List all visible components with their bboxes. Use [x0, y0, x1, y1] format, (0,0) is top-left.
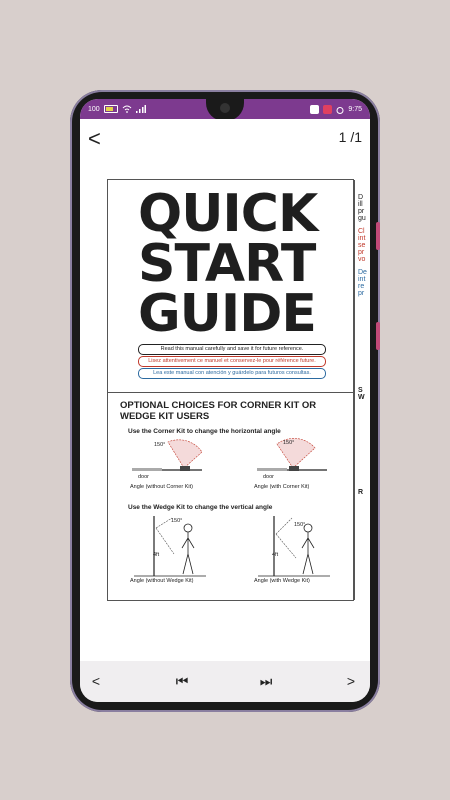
document-viewer[interactable] — [80, 159, 370, 661]
cut-text: pr — [358, 290, 365, 297]
prev-page-button[interactable]: < — [91, 673, 101, 689]
door-label-right: door — [263, 474, 275, 480]
wedge-angle-label-right: 150° — [294, 522, 306, 528]
guide-title-line-3: GUIDE — [138, 284, 316, 344]
cut-text: re — [358, 283, 365, 290]
cut-text: S — [358, 387, 363, 394]
wedge-angle-label-left: 150° — [171, 518, 183, 524]
back-button[interactable]: < — [88, 126, 101, 151]
battery-icon — [104, 105, 118, 113]
section-title: OPTIONAL CHOICES FOR CORNER KIT OR WEDGE KIT USERS — [120, 400, 317, 422]
guide-title-line-2: START — [138, 234, 316, 294]
page-indicator: 1 /1 — [338, 129, 362, 145]
cut-text: W — [358, 394, 365, 401]
cut-text: gu — [358, 215, 366, 222]
cut-text: int — [358, 276, 366, 283]
viewer-toolbar — [80, 119, 370, 159]
status-left — [88, 105, 146, 113]
clock: 9:75 — [348, 106, 362, 113]
wedge-diagram-left — [130, 514, 210, 578]
cut-text: De — [358, 269, 367, 276]
right-column-cut-text — [358, 194, 368, 496]
caption-with-wedge-kit: Angle (with Wedge Kit) — [254, 578, 310, 584]
note-french: Lisez attentivement ce manuel et conservez-le pour référence future. — [138, 356, 326, 367]
guide-title-line-1: QUICK — [138, 184, 318, 244]
cut-text: pr — [358, 249, 365, 256]
battery-percent: 100 — [88, 105, 100, 113]
corner-kit-heading: Use the Corner Kit to change the horizontal angle — [128, 428, 281, 435]
next-page-button[interactable]: > — [346, 673, 356, 689]
wedge-kit-heading: Use the Wedge Kit to change the vertical angle — [128, 504, 273, 511]
wifi-icon — [122, 105, 132, 113]
first-page-button[interactable]: ⏮ — [175, 673, 189, 689]
cut-text: ill — [358, 201, 363, 208]
section-divider — [108, 392, 354, 393]
cut-text: R — [358, 489, 364, 496]
cut-text: Cl — [358, 228, 365, 235]
caption-with-corner-kit: Angle (with Corner Kit) — [254, 484, 310, 490]
column-divider — [354, 180, 355, 600]
corner-angle-label-right: 150° — [283, 440, 295, 446]
note-english: Read this manual carefully and save it for future reference. — [138, 344, 326, 355]
status-right — [310, 105, 362, 114]
volume-button — [376, 222, 380, 250]
cut-text: int — [358, 235, 366, 242]
cut-text: D — [358, 194, 364, 201]
camera-icon — [220, 103, 230, 113]
corner-angle-label-left: 150° — [154, 442, 166, 448]
caption-without-corner-kit: Angle (without Corner Kit) — [130, 484, 193, 490]
power-button — [376, 322, 380, 350]
signal-icon — [136, 105, 146, 113]
caption-without-wedge-kit: Angle (without Wedge Kit) — [130, 578, 194, 584]
page-navigation-bar — [80, 661, 370, 702]
pdf-page — [107, 179, 367, 601]
app-icon — [323, 105, 332, 114]
cut-text: se — [358, 242, 366, 249]
cut-text: pr — [358, 208, 365, 215]
notification-icon — [310, 105, 319, 114]
last-page-button[interactable]: ⏭ — [259, 673, 273, 689]
height-label-right: 4ft — [272, 552, 279, 558]
height-label-left: 4ft — [153, 552, 160, 558]
screen — [80, 99, 370, 702]
door-label-left: door — [138, 474, 150, 480]
alarm-icon — [336, 106, 344, 114]
cut-text: vo — [358, 256, 366, 263]
note-spanish: Lea este manual con atención y guárdelo para futuros consultas. — [138, 368, 326, 379]
